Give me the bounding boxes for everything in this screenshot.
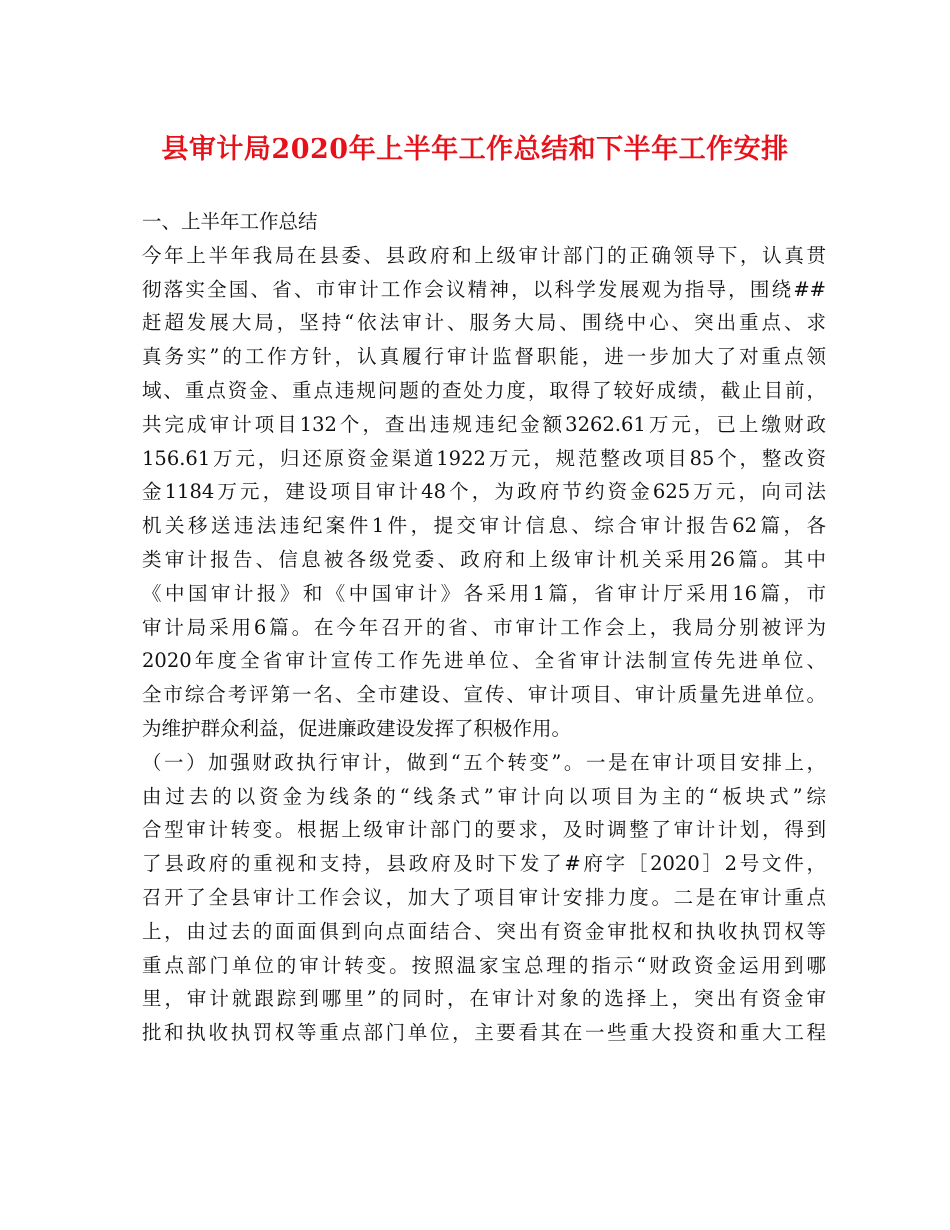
- paragraph-line: 金1184万元，建设项目审计48个，为政府节约资金625万元，向司法: [142, 480, 826, 504]
- paragraph-line: 合型审计转变。根据上级审计部门的要求，及时调整了审计计划，得到: [142, 818, 826, 842]
- document-title: 县审计局2020年上半年工作总结和下半年工作安排: [161, 134, 789, 165]
- section-heading: 一、上半年工作总结: [142, 210, 318, 233]
- paragraph-line: 机关移送违法违纪案件1件，提交审计信息、综合审计报告62篇，各: [142, 514, 826, 538]
- paragraph-line: 类审计报告、信息被各级党委、政府和上级审计机关采用26篇。其中: [142, 547, 826, 571]
- paragraph-line: 为维护群众利益，促进廉政建设发挥了积极作用。: [142, 716, 572, 740]
- paragraph-line: 156.61万元，归还原资金渠道1922万元，规范整改项目85个，整改资: [142, 446, 826, 470]
- paragraph-line: 了县政府的重视和支持，县政府及时下发了#府字［2020］2号文件，: [142, 852, 826, 876]
- paragraph-line: 里，审计就跟踪到哪里”的同时，在审计对象的选择上，突出有资金审: [142, 987, 826, 1011]
- paragraph-line: 域、重点资金、重点违规问题的查处力度，取得了较好成绩，截止目前，: [142, 378, 826, 402]
- paragraph-line: 今年上半年我局在县委、县政府和上级审计部门的正确领导下，认真贯: [142, 243, 826, 267]
- document-body: [142, 205, 826, 1050]
- paragraph-line: 审计局采用6篇。在今年召开的省、市审计工作会上，我局分别被评为: [142, 615, 826, 639]
- paragraph-line: 由过去的以资金为线条的“线条式”审计向以项目为主的“板块式”综: [142, 784, 826, 808]
- paragraph-line: 真务实”的工作方针，认真履行审计监督职能，进一步加大了对重点领: [142, 345, 826, 369]
- paragraph-line: 全市综合考评第一名、全市建设、宣传、审计项目、审计质量先进单位。: [142, 683, 826, 707]
- paragraph-line: （一）加强财政执行审计，做到“五个转变”。一是在审计项目安排上，: [142, 750, 826, 774]
- paragraph-line: 共完成审计项目132个，查出违规违纪金额3262.61万元，已上缴财政: [142, 412, 826, 436]
- paragraph-line: 赶超发展大局，坚持“依法审计、服务大局、围绕中心、突出重点、求: [142, 311, 826, 335]
- paragraph-line: 重点部门单位的审计转变。按照温家宝总理的指示“财政资金运用到哪: [142, 953, 826, 977]
- paragraph-line: 召开了全县审计工作会议，加大了项目审计安排力度。二是在审计重点: [142, 885, 826, 909]
- paragraph-line: 批和执收执罚权等重点部门单位，主要看其在一些重大投资和重大工程: [142, 1021, 826, 1045]
- paragraph-line: 《中国审计报》和《中国审计》各采用1篇，省审计厅采用16篇，市: [142, 581, 826, 605]
- paragraph-line: 上，由过去的面面俱到向点面结合、突出有资金审批权和执收执罚权等: [142, 919, 826, 943]
- paragraph-line: 2020年度全省审计宣传工作先进单位、全省审计法制宣传先进单位、: [142, 649, 826, 673]
- paragraph-line: 彻落实全国、省、市审计工作会议精神，以科学发展观为指导，围绕##: [142, 277, 826, 301]
